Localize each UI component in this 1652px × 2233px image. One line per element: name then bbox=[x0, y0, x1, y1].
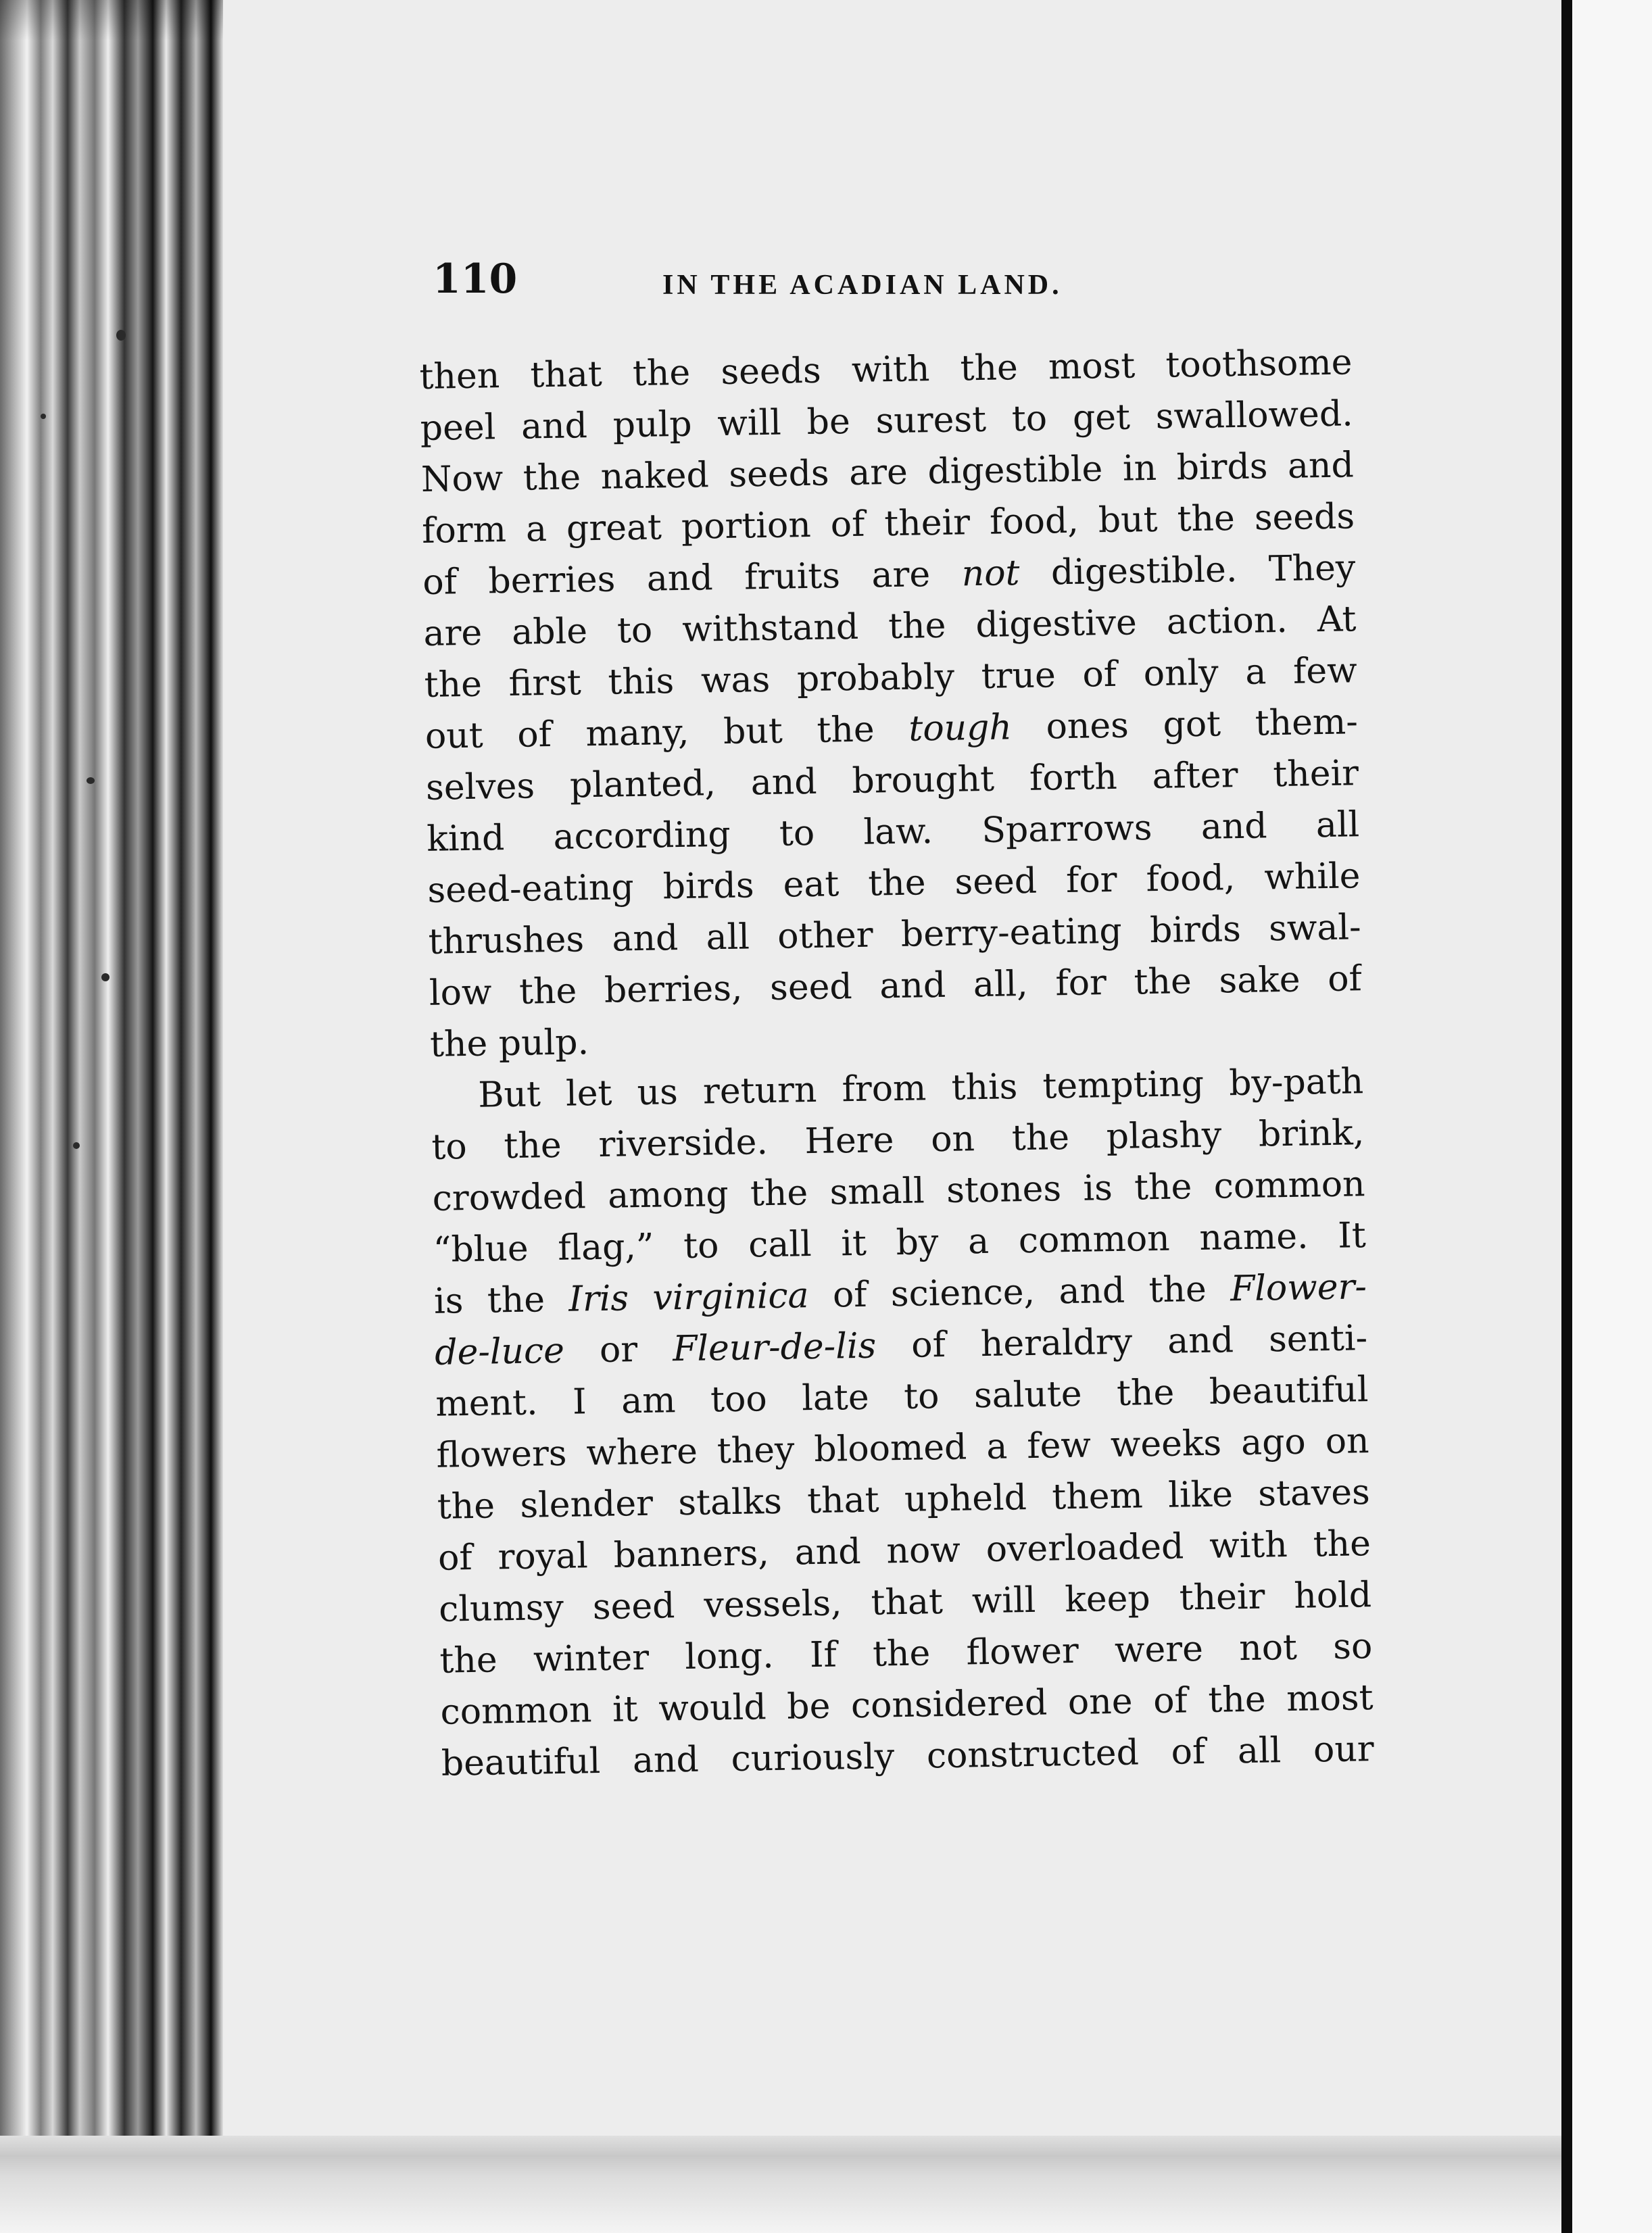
right-page-edge-line bbox=[1561, 0, 1572, 2233]
text-span: thrushes and all other berry-eating birds swal- bbox=[428, 907, 1362, 962]
text-span: “blue flag,” to call it by a common name. It bbox=[433, 1215, 1367, 1271]
text-span: to the riverside. Here on the plashy brink, bbox=[431, 1112, 1365, 1168]
book-binding-edge bbox=[0, 0, 223, 2233]
italic-text-span: Fleur-de-lis bbox=[672, 1325, 877, 1370]
body-text bbox=[419, 337, 1374, 1789]
text-span: common it would be considered one of the most bbox=[440, 1677, 1374, 1733]
text-span: is the bbox=[433, 1279, 569, 1322]
italic-text-span: de-luce bbox=[434, 1330, 565, 1373]
text-span: then that the seeds with the most toothsome bbox=[419, 342, 1353, 397]
text-span: or bbox=[564, 1329, 673, 1371]
running-head bbox=[433, 255, 1352, 316]
text-span: of heraldry and senti- bbox=[875, 1318, 1368, 1367]
italic-text-span: tough bbox=[908, 707, 1013, 750]
text-span: the first this was probably true of only a few bbox=[424, 650, 1358, 706]
text-span: the winter long. If the flower were not so bbox=[439, 1626, 1373, 1682]
facing-page-margin bbox=[1572, 0, 1652, 2233]
text-span: selves planted, and brought forth after their bbox=[425, 753, 1359, 808]
page-number: 110 bbox=[433, 255, 518, 303]
text-span: flowers where they bloomed a few weeks ago on bbox=[436, 1421, 1369, 1476]
italic-text-span: not bbox=[961, 553, 1020, 595]
text-span: the pulp. bbox=[429, 1022, 589, 1065]
text-span: peel and pulp will be surest to get swallowed. bbox=[420, 393, 1354, 449]
text-span: beautiful and curiously constructed of all our bbox=[441, 1729, 1375, 1784]
italic-text-span: Iris virginica bbox=[568, 1275, 809, 1320]
text-span: of berries and fruits are bbox=[422, 554, 963, 603]
text-span: of royal banners, and now overloaded with the bbox=[437, 1523, 1371, 1579]
binding-shadow bbox=[0, 0, 223, 41]
running-head-title: IN THE ACADIAN LAND. bbox=[662, 270, 1063, 301]
text-span: seed-eating birds eat the seed for food, while bbox=[427, 856, 1361, 911]
text-span: are able to withstand the digestive action. At bbox=[423, 599, 1357, 654]
text-span: clumsy seed vessels, that will keep their hold bbox=[438, 1575, 1372, 1630]
text-span: out of many, but the bbox=[424, 708, 909, 757]
text-span: But let us return from this tempting by-path bbox=[477, 1061, 1364, 1116]
text-span: of science, and the bbox=[808, 1269, 1231, 1317]
text-span: the slender stalks that upheld them like staves bbox=[437, 1472, 1371, 1527]
text-span: ment. I am too late to salute the beautiful bbox=[435, 1369, 1369, 1425]
text-span: Now the naked seeds are digestible in birds and bbox=[420, 445, 1355, 500]
text-span: crowded among the small stones is the common bbox=[432, 1164, 1365, 1219]
text-span: low the berries, seed and all, for the sake of bbox=[429, 958, 1363, 1014]
page-bottom-edge bbox=[0, 2136, 1652, 2233]
text-span: digestible. They bbox=[1019, 547, 1356, 594]
italic-text-span: Flower- bbox=[1230, 1267, 1367, 1310]
text-span: form a great portion of their food, but the seeds bbox=[421, 496, 1355, 551]
text-span: ones got them- bbox=[1011, 702, 1359, 748]
text-span: kind according to law. Sparrows and all bbox=[426, 804, 1360, 860]
